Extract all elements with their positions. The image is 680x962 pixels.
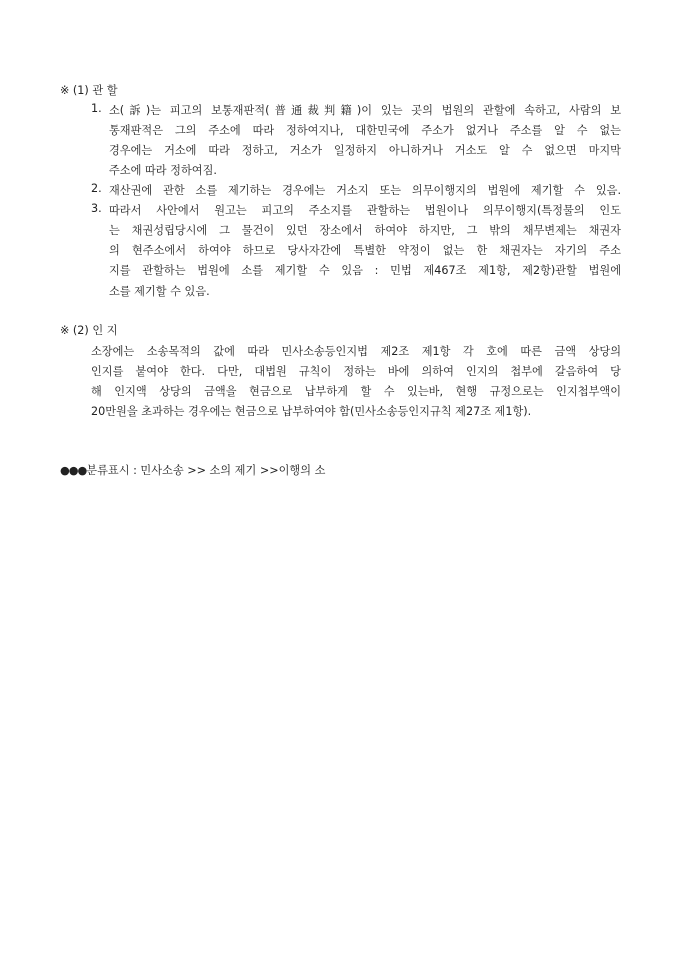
item-3-line-5: 소를 제기할 수 있음.: [109, 285, 210, 298]
section-2-line-2: 인지를 붙여야 한다. 다만, 대법원 규칙이 정하는 바에 의하여 인지의 첩부에 갈음하여 당: [91, 365, 621, 378]
item-3-line-1: 따라서 사안에서 원고는 피고의 주소지를 관할하는 법원이나 의무이행지(특정물의 인도: [109, 204, 621, 217]
bullet-dots: ●●●: [60, 464, 87, 477]
item-3-line-4: 지를 관할하는 법원에 소를 제기할 수 있음 : 민법 제467조 제1항, 제2항)관할 법원에: [109, 264, 621, 277]
item-1-number: 1.: [91, 102, 102, 115]
section-1-heading: ※ (1) 관 할: [60, 84, 118, 97]
classification-footer: [60, 462, 325, 478]
item-1-line-2: 통재판적은 그의 주소에 따라 정하여지나, 대한민국에 주소가 없거나 주소를 알 수 없는: [109, 124, 621, 137]
item-3-number: 3.: [91, 202, 102, 215]
item-2-line-1: 재산권에 관한 소를 제기하는 경우에는 거소지 또는 의무이행지의 법원에 제기할 수 있음.: [109, 184, 621, 197]
item-2-number: 2.: [91, 182, 102, 195]
section-2-line-4: 20만원을 초과하는 경우에는 현금으로 납부하여야 함(민사소송등인지규칙 제27조 제1항).: [91, 405, 532, 418]
section-2-line-1: 소장에는 소송목적의 값에 따라 민사소송등인지법 제2조 제1항 각 호에 따른 금액 상당의: [91, 345, 621, 358]
item-1-line-1: 소(訴)는 피고의 보통재판적(普通裁判籍)이 있는 곳의 법원의 관할에 속하고, 사람의 보: [109, 104, 621, 117]
classification-text: 분류표시 : 민사소송 >> 소의 제기 >>이행의 소: [86, 464, 326, 477]
item-3-line-3: 의 현주소에서 하여야 하므로 당사자간에 특별한 약정이 없는 한 채권자는 자기의 주소: [109, 244, 621, 257]
section-2-line-3: 해 인지액 상당의 금액을 현금으로 납부하게 할 수 있는바, 현행 규정으로는 인지첩부액이: [91, 385, 621, 398]
item-1-line-3: 경우에는 거소에 따라 정하고, 거소가 일정하지 아니하거나 거소도 알 수 없으면 마지막: [109, 144, 621, 157]
section-2-heading: ※ (2) 인 지: [60, 324, 118, 337]
item-1-line-4: 주소에 따라 정하여짐.: [109, 164, 217, 177]
item-3-line-2: 는 채권성립당시에 그 물건이 있던 장소에서 하여야 하지만, 그 밖의 채무변제는 채권자: [109, 224, 621, 237]
